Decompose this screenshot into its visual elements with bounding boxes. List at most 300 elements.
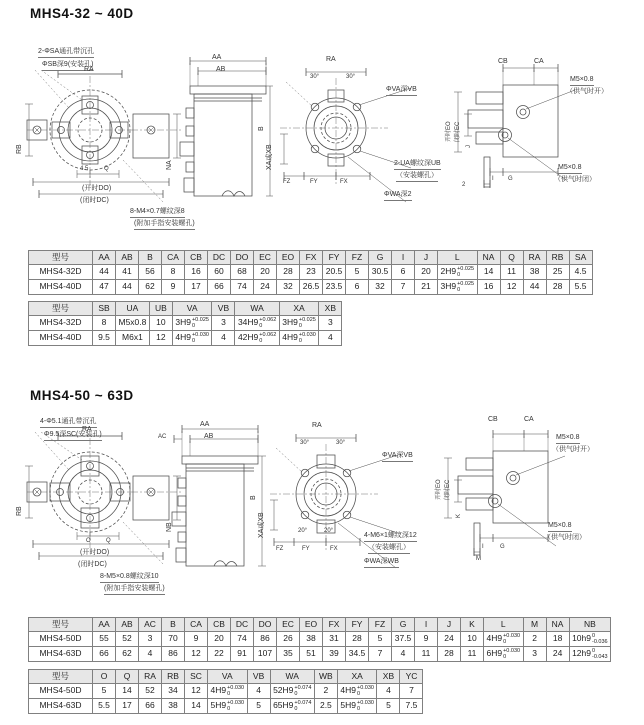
tolerance-stack: +0.074 0 bbox=[294, 685, 312, 698]
value-cell: 39 bbox=[323, 647, 346, 662]
value-cell: 20 bbox=[208, 632, 231, 647]
value-cell: 52H9 +0.074 0 bbox=[270, 684, 314, 699]
dim-label-i-2: I bbox=[482, 544, 484, 550]
dim-label-ra-2: RA bbox=[82, 426, 92, 433]
value-cell: 52 bbox=[116, 632, 139, 647]
tolerance-stack: +0.062 0 bbox=[259, 332, 277, 345]
column-header: 型号 bbox=[29, 618, 93, 632]
m6-thread-callout-2: 4-M6×1螺纹深12 bbox=[364, 532, 417, 542]
value-cell: 28 bbox=[546, 280, 569, 295]
port-open-callout-2s: M5×0.8 bbox=[556, 434, 580, 444]
port-close-callout-2: （供气时闭） bbox=[554, 176, 596, 183]
value-cell: 4 bbox=[212, 331, 235, 346]
value-cell: 55 bbox=[93, 632, 116, 647]
dim-label-ra: RA bbox=[84, 66, 94, 73]
dimensions-table-1b bbox=[28, 301, 342, 346]
dim-label-ab: AB bbox=[216, 66, 226, 73]
value-cell: 4 bbox=[247, 684, 270, 699]
tolerance-stack: +0.030 0 bbox=[356, 685, 374, 698]
column-header: I bbox=[392, 251, 415, 265]
header-row bbox=[29, 670, 423, 684]
port-open-callout-2s2: （供气时开） bbox=[552, 446, 594, 453]
dim-label-ac-2: AC bbox=[158, 434, 167, 440]
value-cell: 66 bbox=[93, 647, 116, 662]
column-header: XA bbox=[279, 302, 319, 316]
thread-callout-2: 8-M5×0.8螺纹深10 bbox=[100, 573, 159, 583]
value-cell: 28 bbox=[277, 265, 300, 280]
value-cell: 17 bbox=[116, 699, 139, 714]
column-header: FZ bbox=[369, 618, 392, 632]
section-title: MHS4-32 ~ 40D bbox=[30, 6, 134, 21]
column-header: FX bbox=[300, 251, 323, 265]
column-header: CB bbox=[185, 251, 208, 265]
port-open-callout-2: （供气时开） bbox=[566, 88, 608, 95]
mount-hole-callout: ΦSB深9(安装孔) bbox=[42, 61, 93, 71]
column-header: FX bbox=[323, 618, 346, 632]
value-cell: 7 bbox=[369, 647, 392, 662]
dim-label-open-do: (开时DO) bbox=[82, 185, 112, 192]
column-header: AA bbox=[93, 251, 116, 265]
finger-mount-callout: (附加手指安装螺孔) bbox=[134, 220, 195, 230]
thread-callout: 8-M4×0.7螺纹深8 bbox=[130, 208, 185, 218]
model-cell: MHS4-40D bbox=[29, 331, 93, 346]
value-cell: 6 bbox=[392, 265, 415, 280]
column-header: Q bbox=[500, 251, 523, 265]
dimensions-table-2a bbox=[28, 617, 611, 662]
column-header: G bbox=[392, 618, 415, 632]
hole-callout: 2-ΦSA通孔带沉孔 bbox=[38, 48, 94, 58]
value-cell: 8 bbox=[162, 265, 185, 280]
value-cell: 14 bbox=[477, 265, 500, 280]
value-cell: 7 bbox=[400, 684, 423, 699]
port-open-callout: M5×0.8 bbox=[570, 76, 594, 86]
header-row bbox=[29, 251, 593, 265]
dim-label-ec: 闭时EC bbox=[455, 121, 461, 142]
value-cell: 28 bbox=[438, 647, 461, 662]
value-cell: 5H9 +0.030 0 bbox=[337, 699, 377, 714]
dim-label-small-1: 4.5 bbox=[80, 166, 89, 172]
value-cell: 91 bbox=[231, 647, 254, 662]
column-header: EO bbox=[277, 251, 300, 265]
column-header: XB bbox=[319, 302, 342, 316]
dim-label-fy: FY bbox=[310, 179, 318, 185]
column-header: DC bbox=[208, 251, 231, 265]
value-cell: 41 bbox=[116, 265, 139, 280]
dim-label-eo-2: 开时EO bbox=[436, 479, 442, 500]
column-header: FZ bbox=[346, 251, 369, 265]
tolerance-stack: +0.025 0 bbox=[457, 281, 475, 294]
value-cell: 52 bbox=[139, 684, 162, 699]
column-header: VA bbox=[208, 670, 248, 684]
table-row bbox=[29, 280, 593, 295]
column-header: EC bbox=[254, 251, 277, 265]
value-cell: 5 bbox=[93, 684, 116, 699]
dim-label-ec-2: 闭时EC bbox=[445, 479, 451, 500]
value-cell: 65H9 +0.074 0 bbox=[270, 699, 314, 714]
value-cell: 17 bbox=[185, 280, 208, 295]
value-cell: 3H9 +0.025 0 bbox=[438, 280, 478, 295]
value-cell: 20 bbox=[415, 265, 438, 280]
value-cell: 2H9 +0.025 0 bbox=[438, 265, 478, 280]
column-header: UB bbox=[149, 302, 172, 316]
tolerance-stack: +0.030 0 bbox=[298, 332, 316, 345]
dim-label-ca: CA bbox=[534, 58, 544, 65]
column-header: YC bbox=[400, 670, 423, 684]
dim-label-ra-top: RA bbox=[326, 56, 336, 63]
column-header: L bbox=[438, 251, 478, 265]
column-header: VB bbox=[212, 302, 235, 316]
value-cell: 4H9 +0.030 0 bbox=[484, 632, 524, 647]
value-cell: 21 bbox=[415, 280, 438, 295]
dim-label-g-2: G bbox=[500, 544, 505, 550]
column-header: G bbox=[369, 251, 392, 265]
value-cell: 14 bbox=[185, 699, 208, 714]
dim-label-b-2: B bbox=[250, 495, 257, 500]
value-cell: 38 bbox=[300, 632, 323, 647]
value-cell: 3H9 +0.025 0 bbox=[172, 316, 212, 331]
tolerance-stack: +0.030 0 bbox=[503, 633, 521, 646]
value-cell: 5.5 bbox=[569, 280, 592, 295]
value-cell: 44 bbox=[523, 280, 546, 295]
value-cell: 11 bbox=[500, 265, 523, 280]
value-cell: 68 bbox=[231, 265, 254, 280]
tolerance-stack: 0 -0.036 bbox=[592, 633, 608, 646]
value-cell: 2.5 bbox=[314, 699, 337, 714]
value-cell: 42H9 +0.062 0 bbox=[235, 331, 279, 346]
value-cell: 9 bbox=[185, 632, 208, 647]
value-cell: 10h9 0 -0.036 bbox=[569, 632, 611, 647]
value-cell: 3 bbox=[523, 647, 546, 662]
value-cell: 5.5 bbox=[93, 699, 116, 714]
value-cell: 31 bbox=[323, 632, 346, 647]
tolerance-stack: 0 -0.043 bbox=[592, 648, 608, 661]
port-view-drawing bbox=[448, 56, 623, 211]
value-cell: 34.5 bbox=[346, 647, 369, 662]
tolerance-stack: +0.025 0 bbox=[457, 266, 475, 279]
column-header: AA bbox=[93, 618, 116, 632]
tolerance-stack: +0.025 0 bbox=[298, 317, 316, 330]
value-cell: 32 bbox=[369, 280, 392, 295]
dim-label-aa-2: AA bbox=[200, 421, 210, 428]
section-title-2: MHS4-50 ~ 63D bbox=[30, 388, 134, 403]
table-row bbox=[29, 647, 611, 662]
dim-label-fz: FZ bbox=[283, 179, 291, 185]
value-cell: 44 bbox=[93, 265, 116, 280]
table-row bbox=[29, 265, 593, 280]
value-cell: 5 bbox=[369, 632, 392, 647]
column-header: EO bbox=[300, 618, 323, 632]
value-cell: 4.5 bbox=[569, 265, 592, 280]
column-header: RA bbox=[139, 670, 162, 684]
value-cell: M5x0.8 bbox=[116, 316, 150, 331]
angle-label-3-2: 20° bbox=[298, 528, 308, 534]
value-cell: 4 bbox=[392, 647, 415, 662]
angle-label-1-2: 30° bbox=[300, 440, 310, 446]
dim-label-i: I bbox=[492, 176, 494, 182]
value-cell: 23 bbox=[300, 265, 323, 280]
value-cell: 11 bbox=[461, 647, 484, 662]
dim-label-fz-2: FZ bbox=[276, 546, 284, 552]
value-cell: 10 bbox=[149, 316, 172, 331]
table-row bbox=[29, 632, 611, 647]
value-cell: 28 bbox=[346, 632, 369, 647]
va-hole-callout-2: ΦVA深VB bbox=[382, 452, 413, 462]
dimensions-table-2b bbox=[28, 669, 423, 714]
angle-label-2-2: 30° bbox=[336, 440, 346, 446]
column-header: DO bbox=[231, 251, 254, 265]
value-cell: 3 bbox=[212, 316, 235, 331]
header-row bbox=[29, 302, 342, 316]
column-header: J bbox=[415, 251, 438, 265]
value-cell: 9 bbox=[415, 632, 438, 647]
column-header: 型号 bbox=[29, 251, 93, 265]
dim-label-cb-2: CB bbox=[488, 416, 498, 423]
value-cell: 11 bbox=[415, 647, 438, 662]
model-cell: MHS4-50D bbox=[29, 632, 93, 647]
column-header: XB bbox=[377, 670, 400, 684]
value-cell: 2 bbox=[314, 684, 337, 699]
dim-label-nb-2: NB bbox=[166, 522, 173, 532]
value-cell: 22 bbox=[208, 647, 231, 662]
column-header: SC bbox=[185, 670, 208, 684]
column-header: NB bbox=[569, 618, 611, 632]
value-cell: 7.5 bbox=[400, 699, 423, 714]
value-cell: 2 bbox=[523, 632, 546, 647]
column-header: B bbox=[162, 618, 185, 632]
model-cell: MHS4-63D bbox=[29, 647, 93, 662]
value-cell: 23.5 bbox=[323, 280, 346, 295]
column-header: J bbox=[438, 618, 461, 632]
value-cell: 3H9 +0.025 0 bbox=[279, 316, 319, 331]
dim-label-eo: 开时EO bbox=[446, 121, 452, 142]
value-cell: 7 bbox=[392, 280, 415, 295]
value-cell: 62 bbox=[116, 647, 139, 662]
column-header: NA bbox=[546, 618, 569, 632]
column-header: CB bbox=[208, 618, 231, 632]
ua-thread-callout: 2-UA螺纹深UB bbox=[394, 160, 441, 170]
dim-label-ab-2: AB bbox=[204, 433, 214, 440]
dim-label-q: Q bbox=[104, 166, 109, 172]
side-section-view-drawing bbox=[178, 56, 273, 206]
value-cell: 26 bbox=[277, 632, 300, 647]
table-row bbox=[29, 316, 342, 331]
model-cell: MHS4-32D bbox=[29, 316, 93, 331]
value-cell: 3 bbox=[139, 632, 162, 647]
dimensions-table-1a bbox=[28, 250, 593, 295]
column-header: K bbox=[461, 618, 484, 632]
model-cell: MHS4-50D bbox=[29, 684, 93, 699]
dim-label-ca-2: CA bbox=[524, 416, 534, 423]
value-cell: 86 bbox=[162, 647, 185, 662]
dim-label-g: G bbox=[508, 176, 513, 182]
value-cell: 12 bbox=[185, 684, 208, 699]
column-header: O bbox=[93, 670, 116, 684]
column-header: FY bbox=[323, 251, 346, 265]
value-cell: 44 bbox=[116, 280, 139, 295]
dim-label-xa-xb: XA或XB bbox=[266, 144, 273, 170]
value-cell: 4H9 +0.030 0 bbox=[208, 684, 248, 699]
value-cell: 70 bbox=[162, 632, 185, 647]
value-cell: 56 bbox=[139, 265, 162, 280]
dim-label-na: NA bbox=[166, 160, 173, 170]
value-cell: 5 bbox=[247, 699, 270, 714]
column-header: UA bbox=[116, 302, 150, 316]
value-cell: 9 bbox=[162, 280, 185, 295]
value-cell: 18 bbox=[546, 632, 569, 647]
column-header: WA bbox=[235, 302, 279, 316]
column-header: CA bbox=[185, 618, 208, 632]
header-row bbox=[29, 618, 611, 632]
value-cell: 4 bbox=[319, 331, 342, 346]
value-cell: 74 bbox=[231, 632, 254, 647]
model-cell: MHS4-63D bbox=[29, 699, 93, 714]
column-header: 型号 bbox=[29, 670, 93, 684]
value-cell: 25 bbox=[546, 265, 569, 280]
m6-thread-callout-2b: （安装螺孔） bbox=[368, 544, 410, 554]
value-cell: M6x1 bbox=[116, 331, 150, 346]
value-cell: 10 bbox=[461, 632, 484, 647]
value-cell: 16 bbox=[477, 280, 500, 295]
dim-label-open-do-2: (开时DO) bbox=[80, 549, 110, 556]
value-cell: 38 bbox=[162, 699, 185, 714]
table-row bbox=[29, 331, 342, 346]
value-cell: 66 bbox=[208, 280, 231, 295]
tolerance-stack: +0.074 0 bbox=[294, 700, 312, 713]
value-cell: 37.5 bbox=[392, 632, 415, 647]
port-close-callout-2s: M5×0.8 bbox=[548, 522, 572, 532]
angle-label-2: 30° bbox=[346, 74, 356, 80]
column-header: M bbox=[523, 618, 546, 632]
dim-label-extra: 2 bbox=[462, 182, 466, 188]
tolerance-stack: +0.030 0 bbox=[227, 700, 245, 713]
value-cell: 12 bbox=[500, 280, 523, 295]
value-cell: 30.5 bbox=[369, 265, 392, 280]
column-header: EC bbox=[277, 618, 300, 632]
tolerance-stack: +0.030 0 bbox=[227, 685, 245, 698]
value-cell: 5 bbox=[377, 699, 400, 714]
column-header: RA bbox=[523, 251, 546, 265]
column-header: XA bbox=[337, 670, 377, 684]
column-header: NA bbox=[477, 251, 500, 265]
dim-label-cb: CB bbox=[498, 58, 508, 65]
column-header: L bbox=[484, 618, 524, 632]
value-cell: 24 bbox=[438, 632, 461, 647]
dim-label-o-2: O bbox=[86, 538, 91, 544]
column-header: RB bbox=[546, 251, 569, 265]
value-cell: 5 bbox=[346, 265, 369, 280]
column-header: AB bbox=[116, 251, 139, 265]
dim-label-fy-2: FY bbox=[302, 546, 310, 552]
column-header: AC bbox=[139, 618, 162, 632]
value-cell: 26.5 bbox=[300, 280, 323, 295]
finger-mount-callout-2: (附加手指安装螺孔) bbox=[104, 585, 165, 595]
value-cell: 4 bbox=[377, 684, 400, 699]
value-cell: 74 bbox=[231, 280, 254, 295]
value-cell: 34H9 +0.062 0 bbox=[235, 316, 279, 331]
dim-label-fx-2: FX bbox=[330, 546, 338, 552]
dim-label-ra-top-2: RA bbox=[312, 422, 322, 429]
column-header: DC bbox=[231, 618, 254, 632]
dim-label-m-2: M bbox=[476, 556, 481, 562]
dim-label-b: B bbox=[258, 126, 265, 131]
value-cell: 6H9 +0.030 0 bbox=[484, 647, 524, 662]
table-row bbox=[29, 699, 423, 714]
value-cell: 12 bbox=[149, 331, 172, 346]
value-cell: 4 bbox=[139, 647, 162, 662]
value-cell: 24 bbox=[546, 647, 569, 662]
value-cell: 4H9 +0.030 0 bbox=[337, 684, 377, 699]
column-header: DO bbox=[254, 618, 277, 632]
wa-hole-callout: ΦWA深2 bbox=[384, 191, 412, 201]
value-cell: 107 bbox=[254, 647, 277, 662]
column-header: AB bbox=[116, 618, 139, 632]
dim-label-aa: AA bbox=[212, 54, 222, 61]
ua-thread-callout-2: （安装螺孔） bbox=[396, 172, 438, 182]
column-header: RB bbox=[162, 670, 185, 684]
side-section-view-drawing-2 bbox=[168, 424, 268, 579]
dim-label-rb-2: RB bbox=[16, 506, 23, 516]
value-cell: 5H9 +0.030 0 bbox=[208, 699, 248, 714]
dim-label-closed-dc-2: (闭时DC) bbox=[78, 561, 107, 568]
tolerance-stack: +0.030 0 bbox=[356, 700, 374, 713]
dim-label-j: J bbox=[466, 145, 472, 148]
dim-label-rb: RB bbox=[16, 144, 23, 154]
column-header: VB bbox=[247, 670, 270, 684]
value-cell: 8 bbox=[93, 316, 116, 331]
tolerance-stack: +0.062 0 bbox=[259, 317, 277, 330]
tolerance-stack: +0.030 0 bbox=[503, 648, 521, 661]
angle-label-1: 30° bbox=[310, 74, 320, 80]
value-cell: 12 bbox=[185, 647, 208, 662]
column-header: I bbox=[415, 618, 438, 632]
value-cell: 62 bbox=[139, 280, 162, 295]
value-cell: 12h9 0 -0.043 bbox=[569, 647, 611, 662]
dim-label-xa-xb-2: XA或XB bbox=[258, 512, 265, 538]
value-cell: 24 bbox=[254, 280, 277, 295]
value-cell: 20 bbox=[254, 265, 277, 280]
column-header: CA bbox=[162, 251, 185, 265]
value-cell: 14 bbox=[116, 684, 139, 699]
tolerance-stack: +0.030 0 bbox=[191, 332, 209, 345]
wa-hole-callout-2: ΦWA深WB bbox=[364, 558, 399, 568]
mount-hole-callout-2: Φ9.5深SC(安装孔) bbox=[44, 431, 102, 441]
hole-callout-2: 4-Φ5.1通孔带沉孔 bbox=[40, 418, 97, 428]
va-hole-callout: ΦVA深VB bbox=[386, 86, 417, 96]
value-cell: 51 bbox=[300, 647, 323, 662]
model-cell: MHS4-40D bbox=[29, 280, 93, 295]
column-header: 型号 bbox=[29, 302, 93, 316]
front-view-drawing-2 bbox=[25, 432, 185, 582]
column-header: Q bbox=[116, 670, 139, 684]
column-header: B bbox=[139, 251, 162, 265]
value-cell: 16 bbox=[185, 265, 208, 280]
value-cell: 35 bbox=[277, 647, 300, 662]
value-cell: 4H9 +0.030 0 bbox=[172, 331, 212, 346]
value-cell: 60 bbox=[208, 265, 231, 280]
value-cell: 9.5 bbox=[93, 331, 116, 346]
column-header: VA bbox=[172, 302, 212, 316]
dim-label-fx: FX bbox=[340, 179, 348, 185]
column-header: SB bbox=[93, 302, 116, 316]
model-cell: MHS4-32D bbox=[29, 265, 93, 280]
column-header: SA bbox=[569, 251, 592, 265]
dim-label-k-2: K bbox=[456, 513, 462, 518]
drawings-section-1 bbox=[0, 36, 644, 248]
column-header: FY bbox=[346, 618, 369, 632]
value-cell: 86 bbox=[254, 632, 277, 647]
value-cell: 38 bbox=[523, 265, 546, 280]
value-cell: 47 bbox=[93, 280, 116, 295]
